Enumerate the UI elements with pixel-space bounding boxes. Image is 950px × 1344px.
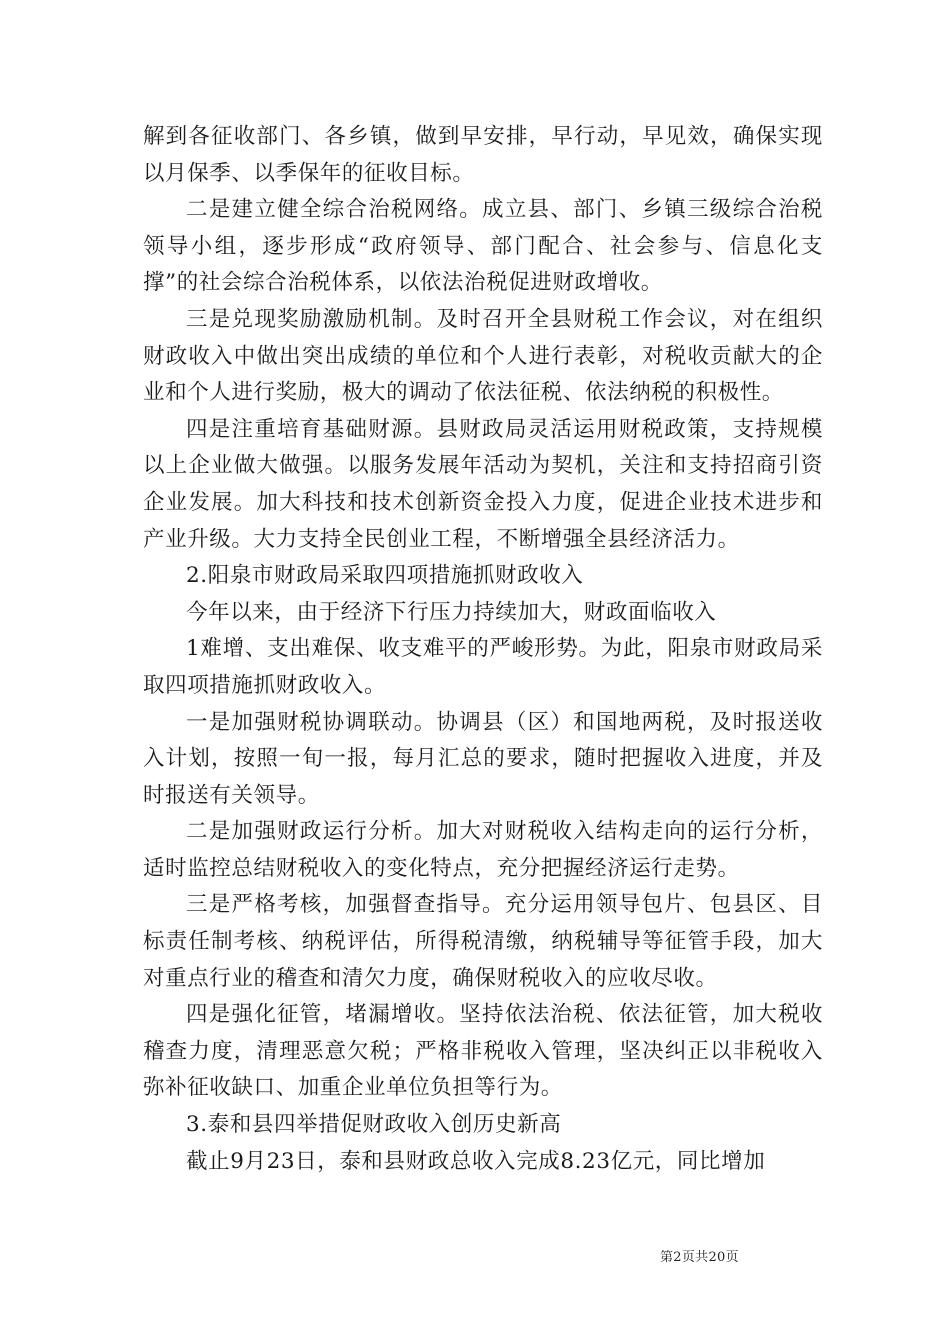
- paragraph-4: 四是注重培育基础财源。县财政局灵活运用财税政策，支持规模以上企业做大做强。以服务发展年活动为契机，关注和支持招商引资企业发展。加大科技和技术创新资金投入力度，促进企业技术进步和产业升级。大力支持全民创业工程，不断增强全县经济活力。: [143, 416, 823, 552]
- paragraph-10: 三是严格考核，加强督查指导。充分运用领导包片、包县区、目标责任制考核、纳税评估，所得税清缴，纳税辅导等征管手段，加大对重点行业的稽查和清欠力度，确保财税收入的应收尽收。: [143, 892, 823, 991]
- paragraph-11: 四是强化征管，堵漏增收。坚持依法治税、依法征管，加大税收稽查力度，清理恶意欠税；严格非税收入管理，坚决纠正以非税收入弥补征收缺口、加重企业单位负担等行为。: [143, 1002, 823, 1101]
- section-heading-3: 3.泰和县四举措促财政收入创历史新高: [186, 1112, 562, 1138]
- paragraph-8: 一是加强财税协调联动。协调县（区）和国地两税，及时报送收入计划，按照一旬一报，每月汇总的要求，随时把握收入进度，并及时报送有关领导。: [143, 709, 823, 808]
- section-heading-2: 2.阳泉市财政局采取四项措施抓财政收入: [186, 563, 584, 589]
- paragraph-3: 三是兑现奖励激励机制。及时召开全县财税工作会议，对在组织财政收入中做出突出成绩的单位和个人进行表彰，对税收贡献大的企业和个人进行奖励，极大的调动了依法征税、依法纳税的积极性。: [143, 306, 823, 406]
- paragraph-1: 解到各征收部门、各乡镇，做到早安排，早行动，早见效，确保实现以月保季、以季保年的征收目标。: [143, 124, 823, 186]
- document-body: [143, 119, 823, 1180]
- paragraph-7: 1难增、支出难保、收支难平的严峻形势。为此，阳泉市财政局采取四项措施抓财政收入。: [143, 636, 823, 698]
- page-number-footer: 第2页共20页: [660, 1250, 739, 1265]
- paragraph-9: 二是加强财政运行分析。加大对财税收入结构走向的运行分析，适时监控总结财税收入的变化特点，充分把握经济运行走势。: [143, 819, 823, 881]
- paragraph-6: 今年以来，由于经济下行压力持续加大，财政面临收入: [186, 599, 717, 625]
- paragraph-13: 截止9月23日，泰和县财政总收入完成8.23亿元，同比增加: [186, 1148, 766, 1174]
- paragraph-2: 二是建立健全综合治税网络。成立县、部门、乡镇三级综合治税领导小组，逐步形成“政府领导、部门配合、社会参与、信息化支撑”的社会综合治税体系，以依法治税促进财政增收。: [143, 197, 823, 296]
